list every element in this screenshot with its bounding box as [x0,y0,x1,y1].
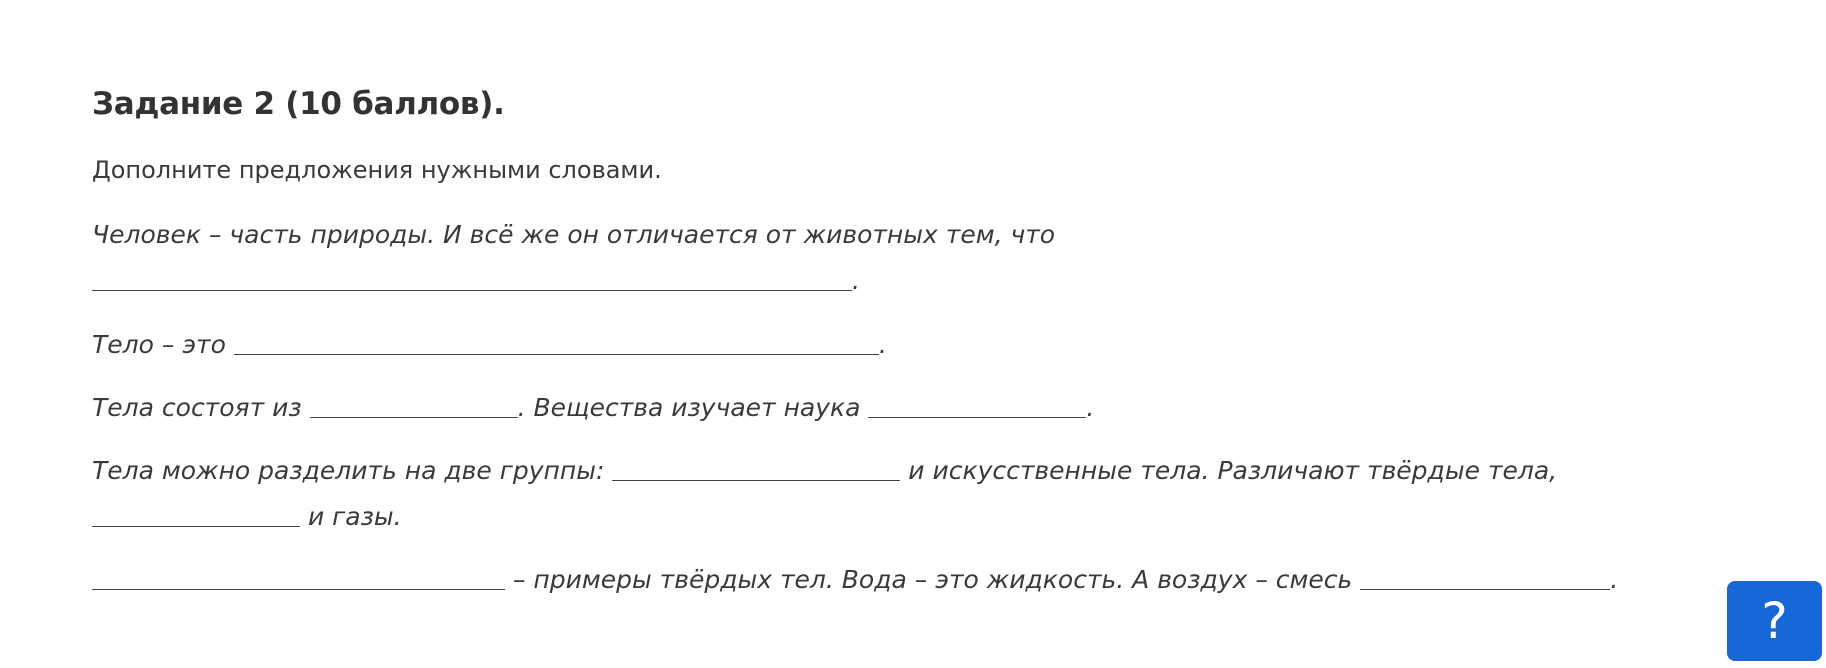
blank-7 [92,565,505,590]
sentence-2-start: Тело – это [92,330,226,359]
sentence-5 [92,557,1618,603]
blank-1 [92,266,852,291]
blank-5 [612,456,900,481]
sentence-2 [92,322,887,368]
sentence-4-mid: и искусственные тела. Различают твёрдые тела, [908,456,1558,485]
blank-4 [868,393,1086,418]
sentence-1 [92,212,1055,304]
sentence-5-end: . [1610,565,1619,594]
sentence-4 [92,448,1692,540]
sentence-4-start: Тела можно разделить на две группы: [92,456,605,485]
help-button[interactable] [1727,581,1822,661]
blank-3 [310,393,518,418]
sentence-1-text: Человек – часть природы. И всё же он отличается от животных тем, что [92,220,1056,249]
blank-2 [234,330,879,355]
task-title: Задание 2 (10 баллов). [92,86,505,122]
sentence-3 [92,385,1094,431]
blank-8 [1360,565,1610,590]
sentence-3-mid: . Вещества изучает наука [517,393,861,422]
task-content [92,82,1692,594]
task-instruction: Дополните предложения нужными словами. [92,156,662,184]
blank-6 [92,502,300,527]
sentence-1-end: . [852,266,860,295]
sentence-2-end: . [878,330,887,359]
help-question-icon: ? [1761,592,1788,650]
sentence-4-end: и газы. [307,502,402,531]
sentence-3-end: . [1086,393,1095,422]
sentence-3-start: Тела состоят из [92,393,302,422]
sentence-5-mid: – примеры твёрдых тел. Вода – это жидкость. А воздух – смесь [512,565,1353,594]
